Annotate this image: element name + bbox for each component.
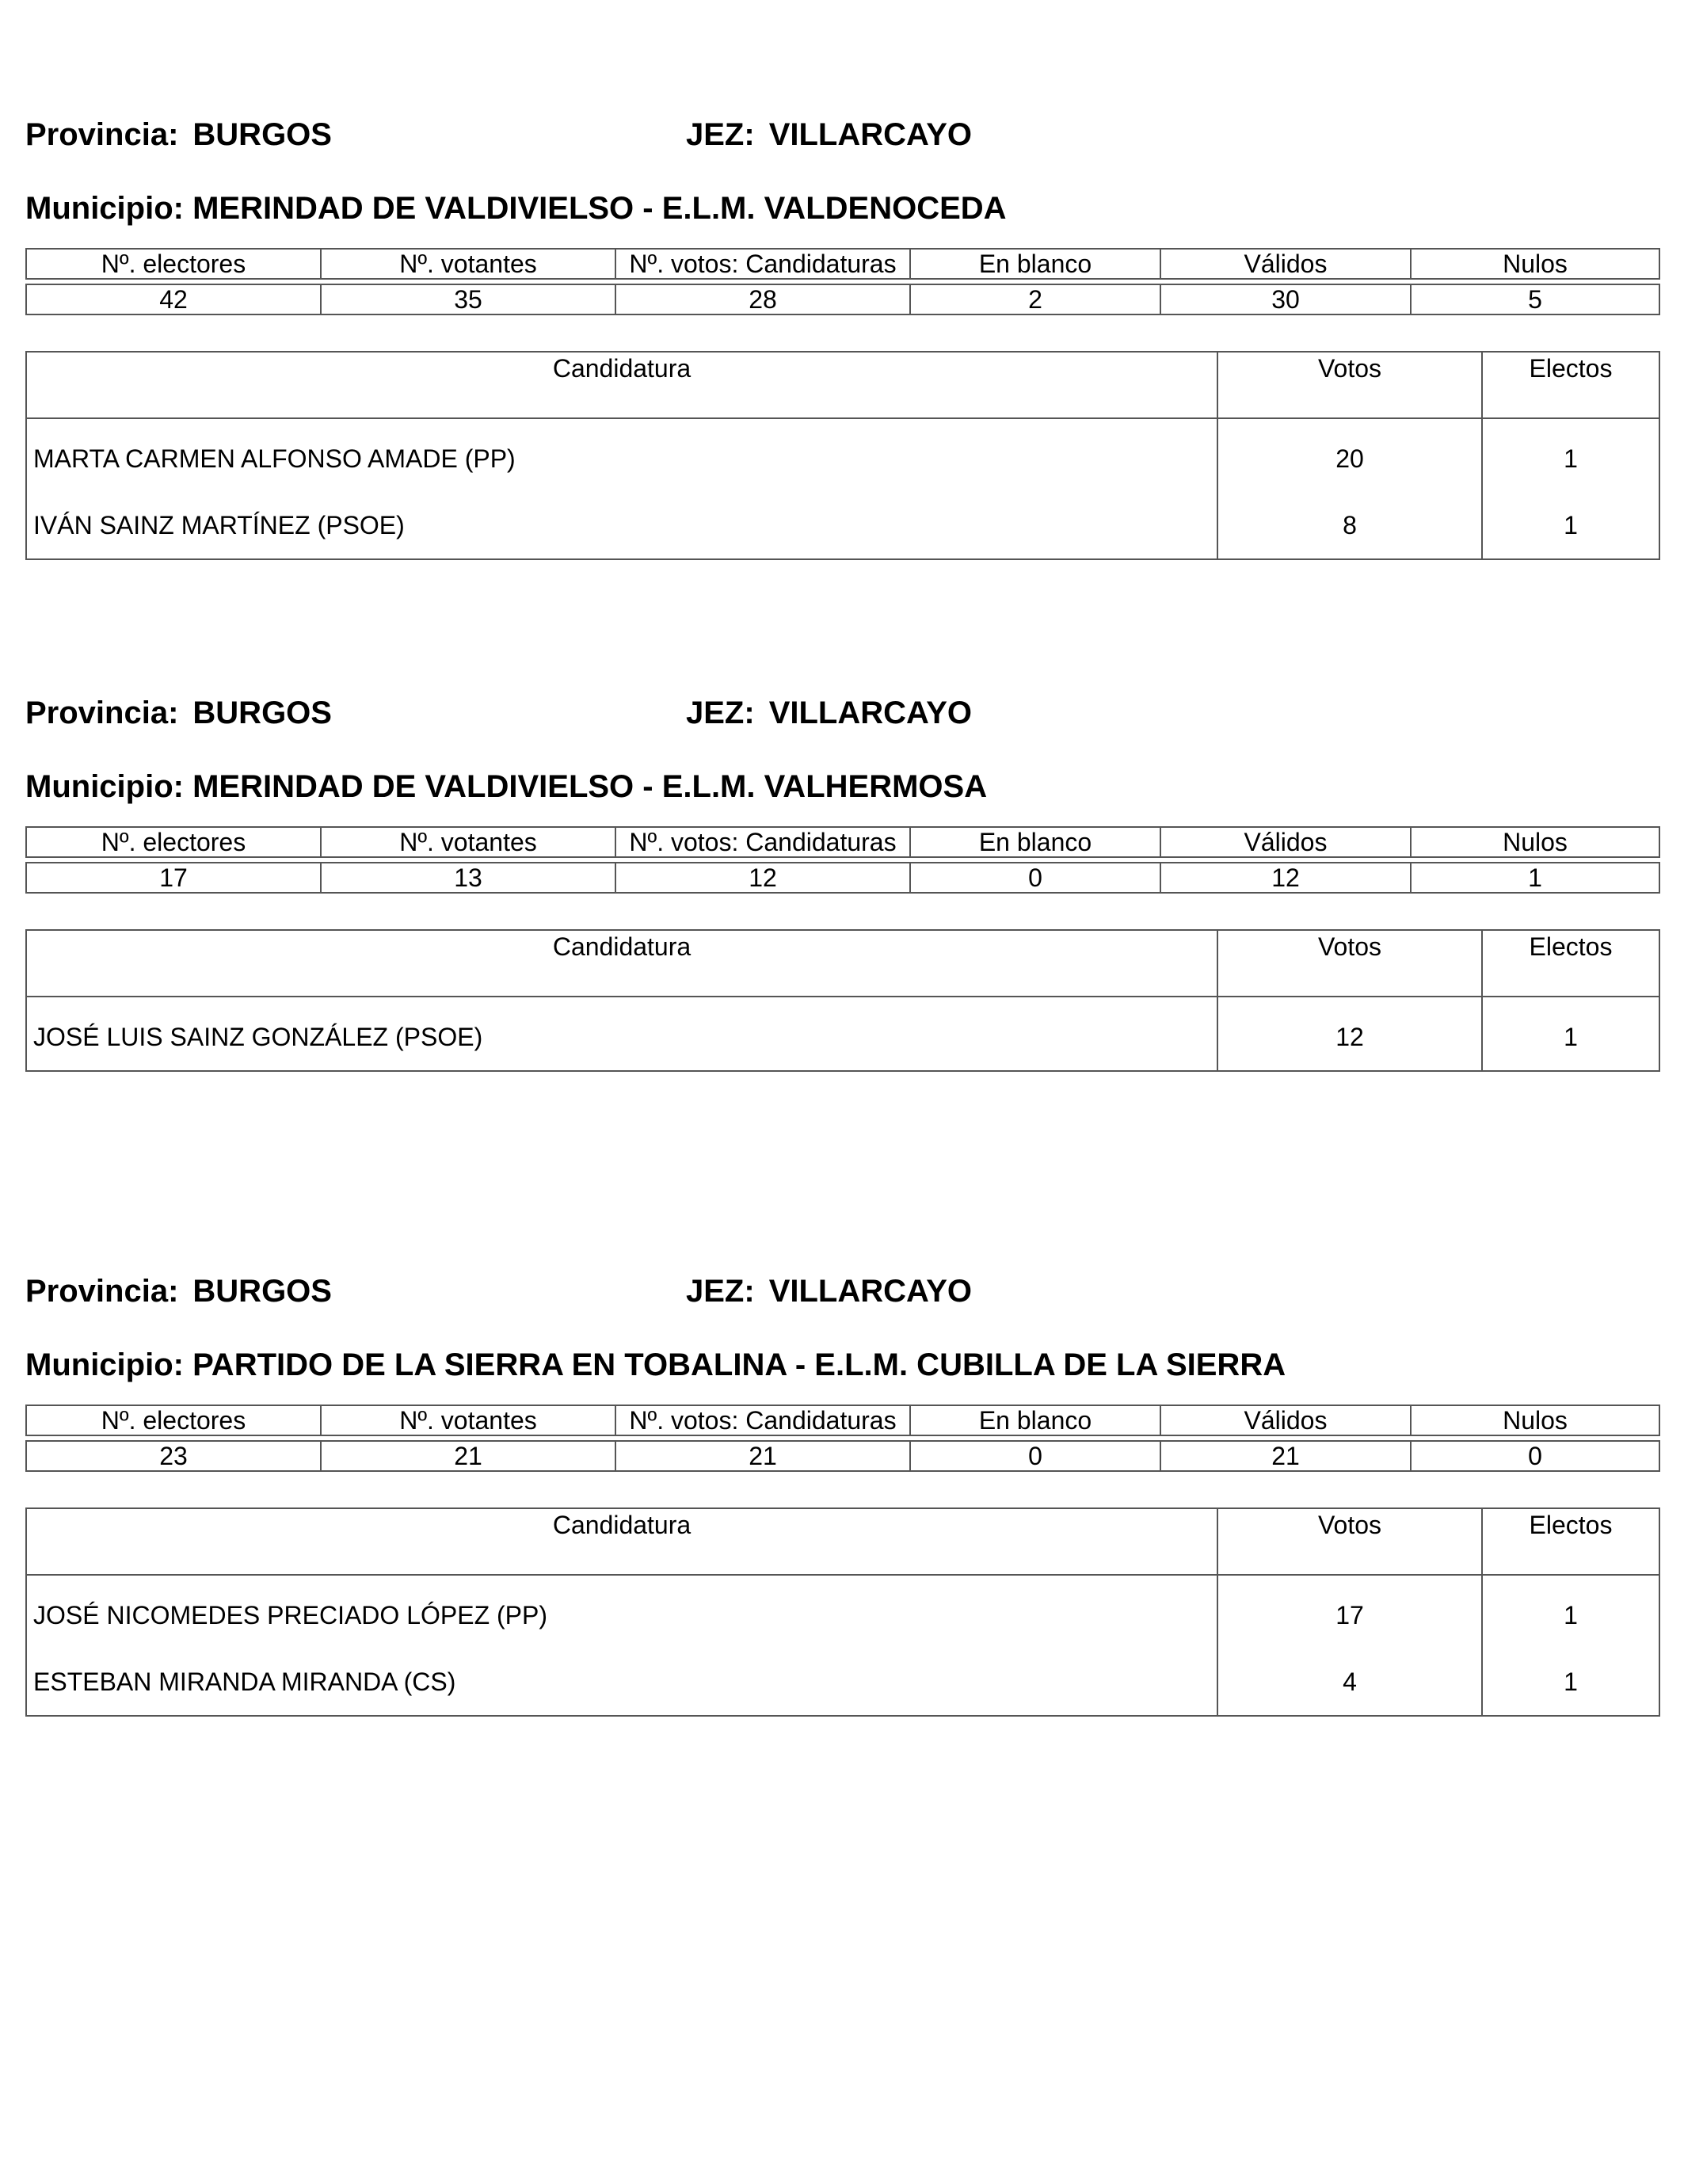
municipio-line — [25, 771, 987, 802]
stats-value-cell: 12 — [615, 863, 910, 893]
provincia-line — [25, 1275, 332, 1307]
stats-value-cell: 0 — [1411, 1441, 1659, 1471]
candidate-votos: 20 — [1217, 418, 1482, 492]
stats-header-cell: Nº. votos: Candidaturas — [615, 1405, 910, 1435]
stats-value-cell: 17 — [26, 863, 321, 893]
stats-header-cell: Nº. electores — [26, 827, 321, 857]
candidate-name: IVÁN SAINZ MARTÍNEZ (PSOE) — [26, 492, 1217, 559]
jez-label: JEZ: — [686, 1274, 755, 1309]
candidate-electos: 1 — [1482, 418, 1659, 492]
stats-values-row — [26, 863, 1659, 893]
jez-line — [686, 697, 972, 729]
stats-value-cell: 21 — [615, 1441, 910, 1471]
stats-value-cell: 42 — [26, 284, 321, 314]
candidates-header-cell: Candidatura — [26, 352, 1217, 418]
stats-table — [25, 1405, 1660, 1472]
municipio-value: MERINDAD DE VALDIVIELSO - E.L.M. VALDENOCEDA — [192, 191, 1007, 226]
stats-header-cell: Válidos — [1160, 827, 1411, 857]
candidates-table — [25, 929, 1660, 1072]
candidates-header-cell: Electos — [1482, 930, 1659, 997]
stats-header-cell: En blanco — [910, 249, 1160, 279]
stats-header-cell: Nº. votantes — [321, 827, 615, 857]
stats-table — [25, 826, 1660, 894]
stats-header-cell: Nº. votantes — [321, 249, 615, 279]
candidate-electos: 1 — [1482, 1648, 1659, 1716]
municipio-value: PARTIDO DE LA SIERRA EN TOBALINA - E.L.M. CUBILLA DE LA SIERRA — [192, 1347, 1286, 1382]
candidate-electos: 1 — [1482, 492, 1659, 559]
candidates-header-cell: Votos — [1217, 352, 1482, 418]
provincia-value: BURGOS — [192, 696, 332, 730]
stats-header-cell: Nulos — [1411, 249, 1659, 279]
stats-value-cell: 35 — [321, 284, 615, 314]
stats-value-cell: 23 — [26, 1441, 321, 1471]
candidate-row — [26, 492, 1659, 559]
stats-header-cell: Nº. electores — [26, 249, 321, 279]
stats-header-cell: Nº. electores — [26, 1405, 321, 1435]
stats-value-cell: 21 — [321, 1441, 615, 1471]
stats-values-row — [26, 1441, 1659, 1471]
jez-value: VILLARCAYO — [768, 1274, 973, 1309]
stats-header-cell: Válidos — [1160, 1405, 1411, 1435]
stats-value-cell: 5 — [1411, 284, 1659, 314]
candidate-votos: 4 — [1217, 1648, 1482, 1716]
stats-header-row — [26, 827, 1659, 857]
candidates-header-row — [26, 1508, 1659, 1575]
provincia-line — [25, 697, 332, 729]
candidates-header-cell: Candidatura — [26, 1508, 1217, 1575]
candidates-header-row — [26, 930, 1659, 997]
provincia-value: BURGOS — [192, 117, 332, 152]
municipio-line — [25, 192, 1007, 224]
candidates-header-cell: Votos — [1217, 930, 1482, 997]
candidates-table — [25, 351, 1660, 560]
jez-value: VILLARCAYO — [768, 117, 973, 152]
stats-header-cell: Nº. votos: Candidaturas — [615, 827, 910, 857]
candidates-table — [25, 1507, 1660, 1717]
stats-table — [25, 248, 1660, 315]
candidates-header-cell: Votos — [1217, 1508, 1482, 1575]
stats-value-cell: 12 — [1160, 863, 1411, 893]
stats-values-row — [26, 284, 1659, 314]
stats-header-cell: En blanco — [910, 1405, 1160, 1435]
candidate-row — [26, 997, 1659, 1071]
stats-header-cell: En blanco — [910, 827, 1160, 857]
stats-value-cell: 0 — [910, 1441, 1160, 1471]
stats-value-cell: 30 — [1160, 284, 1411, 314]
stats-value-cell: 28 — [615, 284, 910, 314]
candidate-electos: 1 — [1482, 997, 1659, 1071]
jez-label: JEZ: — [686, 117, 755, 152]
candidates-header-cell: Candidatura — [26, 930, 1217, 997]
stats-value-cell: 0 — [910, 863, 1160, 893]
jez-value: VILLARCAYO — [768, 696, 973, 730]
stats-header-cell: Nulos — [1411, 827, 1659, 857]
stats-header-cell: Nº. votos: Candidaturas — [615, 249, 910, 279]
provincia-value: BURGOS — [192, 1274, 332, 1309]
jez-line — [686, 1275, 972, 1307]
provincia-label: Provincia: — [25, 1274, 179, 1309]
candidate-name: JOSÉ LUIS SAINZ GONZÁLEZ (PSOE) — [26, 997, 1217, 1071]
stats-value-cell: 1 — [1411, 863, 1659, 893]
stats-header-cell: Nº. votantes — [321, 1405, 615, 1435]
stats-header-row — [26, 249, 1659, 279]
municipio-label: Municipio: — [25, 769, 184, 804]
candidate-name: MARTA CARMEN ALFONSO AMADE (PP) — [26, 418, 1217, 492]
candidate-row — [26, 1648, 1659, 1716]
municipio-value: MERINDAD DE VALDIVIELSO - E.L.M. VALHERMOSA — [192, 769, 988, 804]
candidate-votos: 17 — [1217, 1575, 1482, 1648]
stats-header-row — [26, 1405, 1659, 1435]
stats-value-cell: 2 — [910, 284, 1160, 314]
candidate-row — [26, 418, 1659, 492]
provincia-label: Provincia: — [25, 696, 179, 730]
candidate-electos: 1 — [1482, 1575, 1659, 1648]
candidate-votos: 12 — [1217, 997, 1482, 1071]
candidate-row — [26, 1575, 1659, 1648]
jez-label: JEZ: — [686, 696, 755, 730]
candidate-name: ESTEBAN MIRANDA MIRANDA (CS) — [26, 1648, 1217, 1716]
stats-header-cell: Válidos — [1160, 249, 1411, 279]
stats-header-cell: Nulos — [1411, 1405, 1659, 1435]
stats-value-cell: 21 — [1160, 1441, 1411, 1471]
municipio-label: Municipio: — [25, 191, 184, 226]
stats-value-cell: 13 — [321, 863, 615, 893]
candidate-votos: 8 — [1217, 492, 1482, 559]
candidates-header-cell: Electos — [1482, 1508, 1659, 1575]
candidate-name: JOSÉ NICOMEDES PRECIADO LÓPEZ (PP) — [26, 1575, 1217, 1648]
jez-line — [686, 119, 972, 151]
provincia-line — [25, 119, 332, 151]
candidates-header-cell: Electos — [1482, 352, 1659, 418]
provincia-label: Provincia: — [25, 117, 179, 152]
municipio-label: Municipio: — [25, 1347, 184, 1382]
candidates-header-row — [26, 352, 1659, 418]
municipio-line — [25, 1349, 1286, 1381]
